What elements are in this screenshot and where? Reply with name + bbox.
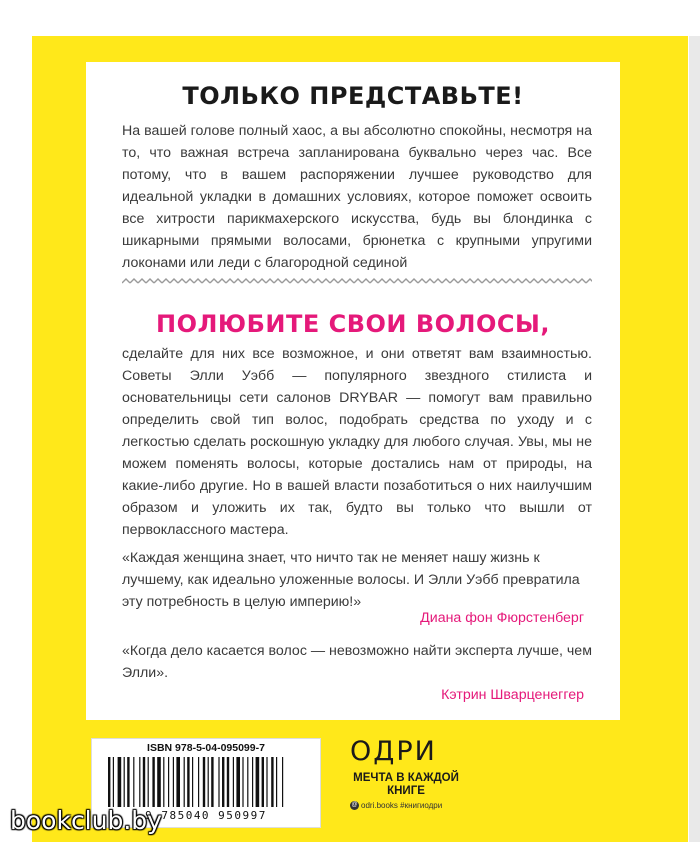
barcode-digits: 9 785040 950997 [145, 809, 267, 822]
publisher-social [350, 801, 465, 810]
isbn-label: ISBN 978-5-04-095099-7 [147, 742, 265, 754]
instagram-icon: @ [351, 802, 358, 808]
watermark: bookclub.by [10, 806, 162, 835]
heading-love-your-hair: ПОЛЮБИТЕ СВОИ ВОЛОСЫ, [156, 310, 550, 338]
main-paragraph: сделайте для них все возможное, и они ответят вам взаимностью. Советы Элли Уэбб — популярного звездного стилиста и основательницы сети салонов DRYBAR — помогут вам правильно определить свой тип волос, подобрать средства по уходу и с легкостью сделать роскошную укладку для любого случая. Увы, мы не можем поменять волосы, которые достались нам от природы, на какие-либо другие. Но в вашей власти позаботиться о них наилучшим образом и уложить их так, будто вы только что вышли от первоклассного мастера. [122, 346, 592, 538]
intro-paragraph: На вашей голове полный хаос, а вы абсолютно спокойны, несмотря на то, что важная встреча запланирована буквально через час. Все потому, что в вашем распоряжении лучшее руководство для идеальной укладки в домашних условиях, которое поможет освоить все хитрости парикмахерского искусства, будь вы блондинка с шикарными прямыми волосами, брюнетка с крупными упругими локонами или леди с благородной сединой [122, 123, 592, 271]
quote-1-author: Диана фон Фюрстенберг [420, 610, 584, 626]
quote-2-author: Кэтрин Шварценеггер [441, 687, 584, 703]
publisher-logo: ОДРИ [350, 736, 437, 767]
publisher-social-text: odri.books #книгиодри [361, 801, 443, 810]
quote-2: «Когда дело касается волос — невозможно найти эксперта лучше, чем Элли». [122, 643, 592, 681]
heading-imagine: ТОЛЬКО ПРЕДСТАВЬТЕ! [182, 82, 524, 110]
book-spine-edge [689, 36, 700, 842]
text-panel [86, 62, 620, 720]
publisher-slogan: МЕЧТА В КАЖДОЙ КНИГЕ [353, 772, 459, 797]
publisher-block [350, 736, 465, 831]
barcode-icon [106, 757, 306, 809]
wavy-divider [122, 276, 592, 286]
quote-1: «Каждая женщина знает, что ничто так не меняет нашу жизнь к лучшему, как идеально уложенные волосы. И Элли Уэбб превратила эту потребность в целую империю!» [122, 550, 580, 610]
